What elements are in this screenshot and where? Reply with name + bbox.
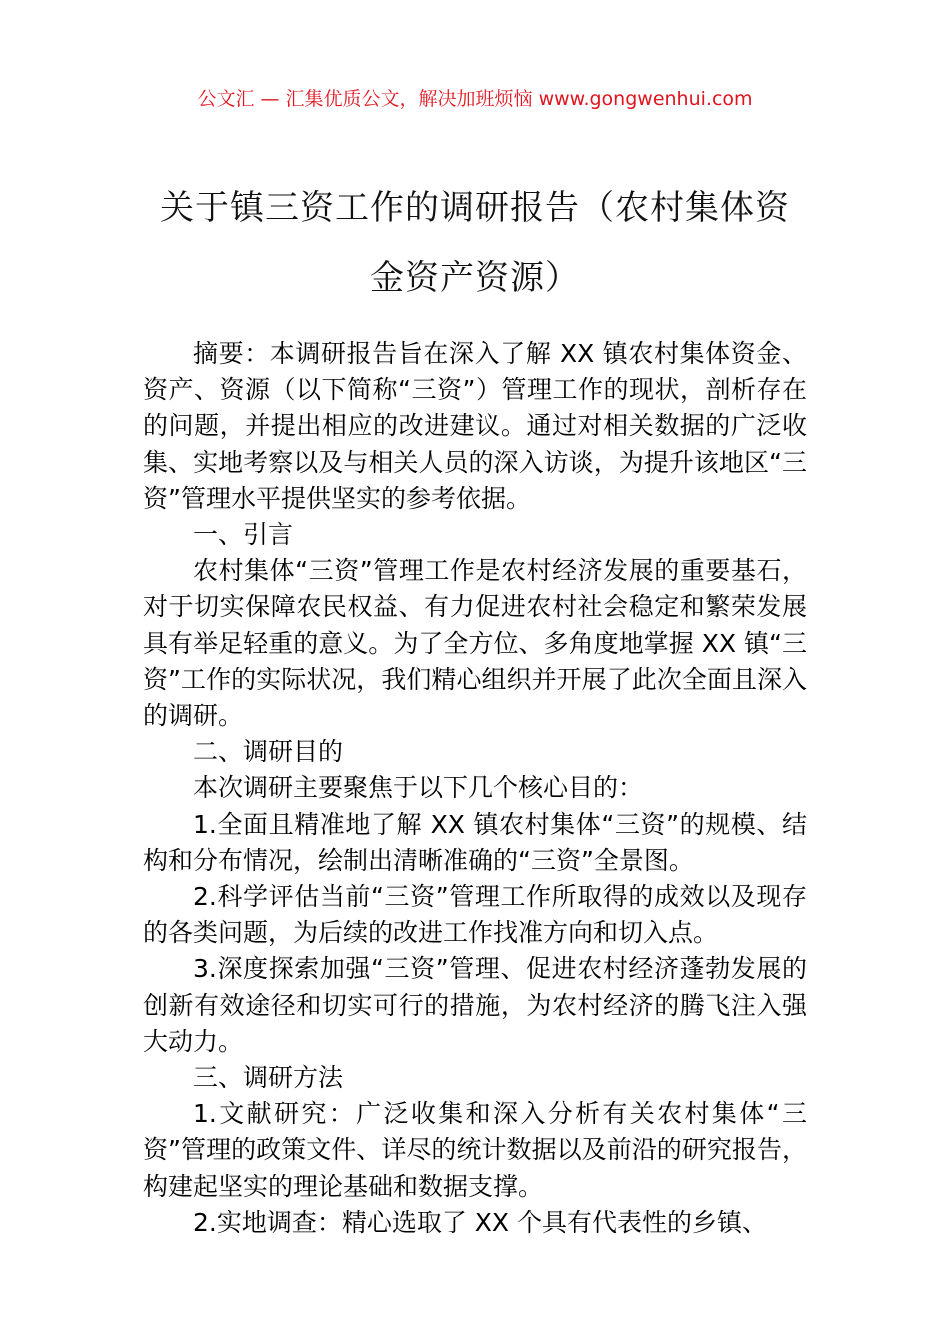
purpose-item-1: 1.全面且精准地了解 XX 镇农村集体“三资”的规模、结构和分布情况，绘制出清晰准确的“三资”全景图。 [143, 809, 807, 875]
purpose-item-2: 2.科学评估当前“三资”管理工作所取得的成效以及现存的各类问题，为后续的改进工作找准方向和切入点。 [143, 882, 807, 948]
document-title-line-1: 关于镇三资工作的调研报告（农村集体资 [160, 188, 790, 228]
methods-item-2: 2.实地调查：精心选取了 XX 个具有代表性的乡镇、 [193, 1207, 768, 1237]
document-title-line-2: 金资产资源） [370, 258, 580, 298]
methods-item-1: 1.文献研究：广泛收集和深入分析有关农村集体“三资”管理的政策文件、详尽的统计数据以及前沿的研究报告，构建起坚实的理论基础和数据支撑。 [143, 1099, 807, 1201]
introduction-paragraph: 农村集体“三资”管理工作是农村经济发展的重要基石，对于切实保障农民权益、有力促进农村社会稳定和繁荣发展具有举足轻重的意义。为了全方位、多角度地掌握 XX 镇“三资”工作的实际状况，我们精心组织并开展了此次全面且深入的调研。 [143, 556, 807, 731]
watermark-banner: 公文汇 — 汇集优质公文，解决加班烦恼 www.gongwenhui.com [197, 88, 753, 110]
abstract-paragraph: 摘要：本调研报告旨在深入了解 XX 镇农村集体资金、资产、资源（以下简称“三资”）管理工作的现状，剖析存在的问题，并提出相应的改进建议。通过对相关数据的广泛收集、实地考察以及与相关人员的深入访谈，为提升该地区“三资”管理水平提供坚实的参考依据。 [143, 339, 807, 513]
section-heading-purpose: 二、调研目的 [193, 737, 344, 767]
purpose-item-3: 3.深度探索加强“三资”管理、促进农村经济蓬勃发展的创新有效途径和切实可行的措施，为农村经济的腾飞注入强大动力。 [143, 954, 807, 1056]
document-body [143, 336, 807, 1241]
section-heading-methods: 三、调研方法 [193, 1063, 344, 1093]
purpose-intro: 本次调研主要聚焦于以下几个核心目的： [193, 773, 644, 803]
section-heading-introduction: 一、引言 [193, 520, 294, 550]
